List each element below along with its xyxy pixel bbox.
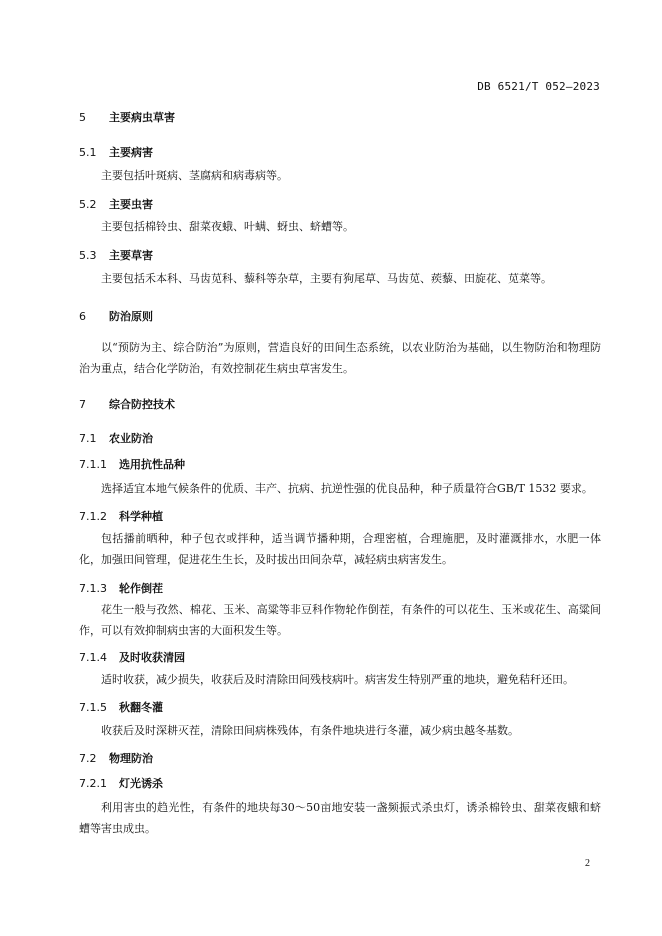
heading-5 [79,109,175,125]
section-number: 7.2.1 [79,777,107,790]
section-title: 科学种植 [119,510,163,523]
section-number: 6 [79,310,86,323]
heading-7-2-1 [79,775,163,791]
section-number: 5.1 [79,146,97,159]
paragraph: 利用害虫的趋光性，有条件的地块每30～50亩地安装一盏频振式杀虫灯，诱杀棉铃虫、甜菜夜蛾和蛴螬等害虫成虫。 [79,801,601,835]
section-number: 5.2 [79,198,97,211]
section-number: 7.1.1 [79,458,107,471]
section-number: 7.1.4 [79,651,107,664]
section-title: 农业防治 [109,432,153,445]
heading-7-1-4 [79,649,185,665]
paragraph: 主要包括叶斑病、茎腐病和病毒病等。 [101,169,288,182]
section-title: 综合防控技术 [109,398,175,411]
paragraph: 主要包括禾本科、马齿苋科、藜科等杂草，主要有狗尾草、马齿苋、蒺藜、田旋花、苋菜等。 [101,272,552,285]
section-number: 7.1 [79,432,97,445]
section-title: 主要病虫草害 [109,111,175,124]
section-number: 7.1.5 [79,701,107,714]
paragraph: 选择适宜本地气候条件的优质、丰产、抗病、抗逆性强的优良品种，种子质量符合GB/T 1532 要求。 [101,482,593,495]
heading-7-2 [79,750,153,766]
paragraph: 收获后及时深耕灭茬，清除田间病株残体，有条件地块进行冬灌，减少病虫越冬基数。 [101,724,519,737]
paragraph: 花生一般与孜然、棉花、玉米、高粱等非豆科作物轮作倒茬，有条件的可以花生、玉米或花生、高粱间作，可以有效抑制病虫害的大面积发生等。 [79,603,601,637]
section-title: 轮作倒茬 [119,582,163,595]
paragraph: 主要包括棉铃虫、甜菜夜蛾、叶螨、蚜虫、蛴螬等。 [101,220,354,233]
section-number: 5 [79,111,86,124]
heading-7-1-3 [79,580,163,596]
heading-7-1-1 [79,456,185,472]
paragraph: 适时收获，减少损失，收获后及时清除田间残枝病叶。病害发生特别严重的地块，避免秸秆还田。 [101,673,574,686]
section-title: 主要病害 [109,146,153,159]
section-title: 及时收获清园 [119,651,185,664]
heading-5-3 [79,247,153,263]
section-title: 灯光诱杀 [119,777,163,790]
paragraph: 以“预防为主、综合防治”为原则，营造良好的田间生态系统，以农业防治为基础，以生物防治和物理防治为重点，结合化学防治，有效控制花生病虫草害发生。 [79,341,601,375]
heading-7-1-5 [79,699,163,715]
heading-7-1 [79,430,153,446]
section-number: 7.2 [79,752,97,765]
section-number: 5.3 [79,249,97,262]
section-title: 秋翻冬灌 [119,701,163,714]
section-title: 主要虫害 [109,198,153,211]
heading-7 [79,396,175,412]
page-number: 2 [585,858,590,869]
section-title: 主要草害 [109,249,153,262]
section-number: 7 [79,398,86,411]
paragraph: 包括播前晒种，种子包衣或拌种，适当调节播种期，合理密植，合理施肥，及时灌溉排水，水肥一体化，加强田间管理，促进花生生长，及时拔出田间杂草，减轻病虫病害发生。 [79,532,601,566]
section-title: 防治原则 [109,310,153,323]
document-code: DB 6521/T 052—2023 [477,80,600,93]
section-number: 7.1.2 [79,510,107,523]
section-title: 物理防治 [109,752,153,765]
section-title: 选用抗性品种 [119,458,185,471]
heading-5-1 [79,144,153,160]
heading-7-1-2 [79,508,163,524]
section-number: 7.1.3 [79,582,107,595]
heading-5-2 [79,196,153,212]
heading-6 [79,308,153,324]
